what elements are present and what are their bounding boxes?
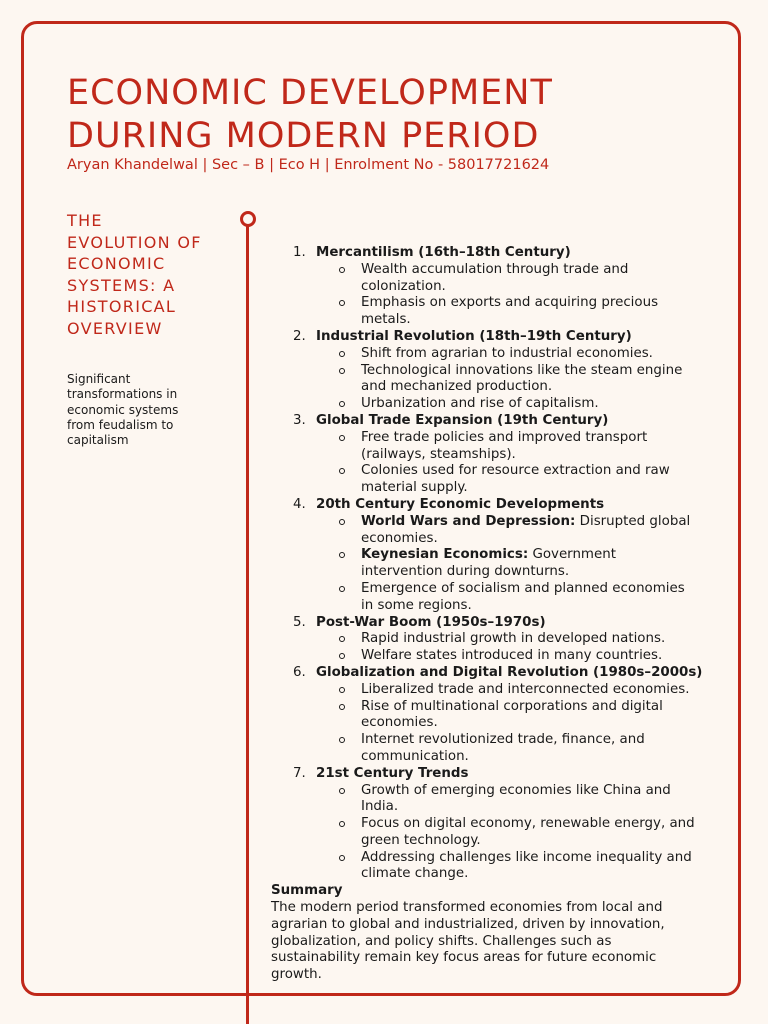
bullet-text: Emphasis on exports and acquiring precious metals. [361,295,659,328]
bullet-point [316,699,696,733]
bullet-point [316,514,696,548]
bullet-text: Urbanization and rise of capitalism. [361,396,599,412]
summary-block [271,883,711,984]
bullet-point [316,682,696,699]
bullet-text: Emergence of socialism and planned economies in some regions. [361,580,685,613]
section-title: Global Trade Expansion (19th Century) [316,412,609,428]
section-item [271,615,711,665]
side-heading-line-3: ECONOMIC [67,254,166,273]
bullet-text: Rapid industrial growth in developed nations. [361,631,666,647]
side-heading-line-1: THE [67,211,103,230]
bullet-text: Welfare states introduced in many countries. [361,648,663,664]
hollow-bullet-icon [339,552,345,558]
bullet-text: Free trade policies and improved transport (railways, steamships). [361,429,648,462]
side-description: Significant transformations in economic systems from feudalism to capitalism [67,372,179,448]
section-number: 1. [293,245,306,260]
hollow-bullet-icon [339,519,345,525]
section-points [316,430,711,497]
page-title [67,72,687,158]
author-byline: Aryan Khandelwal | Sec – B | Eco H | Enrolment No - 58017721624 [67,157,550,173]
bullet-text: Addressing challenges like income inequality and climate change. [361,849,692,882]
bullet-point [316,816,696,850]
hollow-bullet-icon [339,737,345,743]
hollow-bullet-icon [339,821,345,827]
page-title-line-2: DURING MODERN PERIOD [67,116,540,156]
bullet-point [316,262,696,296]
bullet-point [316,346,696,363]
section-number: 6. [293,664,306,680]
bullet-text: Wealth accumulation through trade and colonization. [361,261,629,294]
section-title: Industrial Revolution (18th–19th Century) [316,328,632,344]
hollow-bullet-icon [339,368,345,374]
bullet-text: Rise of multinational corporations and digital economies. [361,698,663,731]
hollow-bullet-icon [339,687,345,693]
section-number: 2. [293,328,306,344]
hollow-bullet-icon [339,704,345,710]
bullet-point [316,783,696,817]
hollow-bullet-icon [339,351,345,357]
bullet-text: Liberalized trade and interconnected economies. [361,681,690,697]
bullet-text: Disrupted global economies. [361,513,691,546]
section-number: 4. [293,496,306,512]
timeline-dot [240,211,256,227]
side-heading [67,210,227,339]
hollow-bullet-icon [339,435,345,441]
hollow-bullet-icon [339,586,345,592]
bullet-point [316,732,696,766]
main-content [271,245,711,984]
bullet-lead: World Wars and Depression: [361,513,576,529]
bullet-lead: Keynesian Economics: [361,547,529,563]
side-heading-line-5: HISTORICAL [67,297,177,316]
bullet-text: Focus on digital economy, renewable energy, and green technology. [361,816,695,848]
sections-list [271,245,711,883]
section-title: Post-War Boom (1950s–1970s) [316,614,546,630]
timeline-line [246,226,249,1024]
bullet-point [316,581,696,615]
bullet-point [316,850,696,884]
section-number: 7. [293,765,306,781]
section-number: 5. [293,614,306,630]
section-title: 20th Century Economic Developments [316,496,605,512]
bullet-text: Technological innovations like the steam engine and mechanized production. [361,362,683,395]
hollow-bullet-icon [339,653,345,659]
section-number: 3. [293,412,306,428]
section-points [316,631,711,665]
side-heading-line-6: OVERVIEW [67,318,163,338]
summary-title: Summary [271,883,343,899]
hollow-bullet-icon [339,468,345,474]
section-title: Globalization and Digital Revolution (1980s–2000s) [316,664,703,680]
section-points [316,346,711,413]
side-heading-line-4: SYSTEMS: A [67,275,176,295]
side-heading-line-2: EVOLUTION OF [67,232,202,252]
section-title: 21st Century Trends [316,765,469,781]
section-item [271,245,711,329]
hollow-bullet-icon [339,300,345,306]
bullet-point [316,363,696,397]
summary-text: The modern period transformed economies from local and agrarian to global and industrialized, driven by innovation, globalization, and policy shifts. Challenges such as sustainability remain key focus areas for future economic growth. [271,900,665,983]
bullet-point [316,631,696,648]
section-item [271,497,711,615]
page-title-line-1: ECONOMIC DEVELOPMENT [67,73,553,113]
section-item [271,766,711,884]
section-title: Mercantilism (16th–18th Century) [316,245,571,260]
bullet-point [316,463,696,497]
hollow-bullet-icon [339,401,345,407]
section-points [316,262,711,329]
bullet-point [316,295,696,329]
section-item [271,329,711,413]
bullet-text: Growth of emerging economies like China and India. [361,782,671,815]
bullet-text: Shift from agrarian to industrial economies. [361,345,653,361]
section-points [316,783,711,884]
bullet-text: Government intervention during downturns. [361,547,616,580]
bullet-text: Internet revolutionized trade, finance, and communication. [361,732,645,764]
bullet-text: Colonies used for resource extraction and raw material supply. [361,463,670,496]
hollow-bullet-icon [339,267,345,273]
bullet-point [316,547,696,581]
section-points [316,514,711,615]
bullet-point [316,648,696,665]
section-item [271,413,711,497]
bullet-point [316,430,696,464]
section-item [271,665,711,766]
bullet-point [316,396,696,413]
hollow-bullet-icon [339,788,345,794]
hollow-bullet-icon [339,855,345,861]
section-points [316,682,711,766]
hollow-bullet-icon [339,636,345,642]
